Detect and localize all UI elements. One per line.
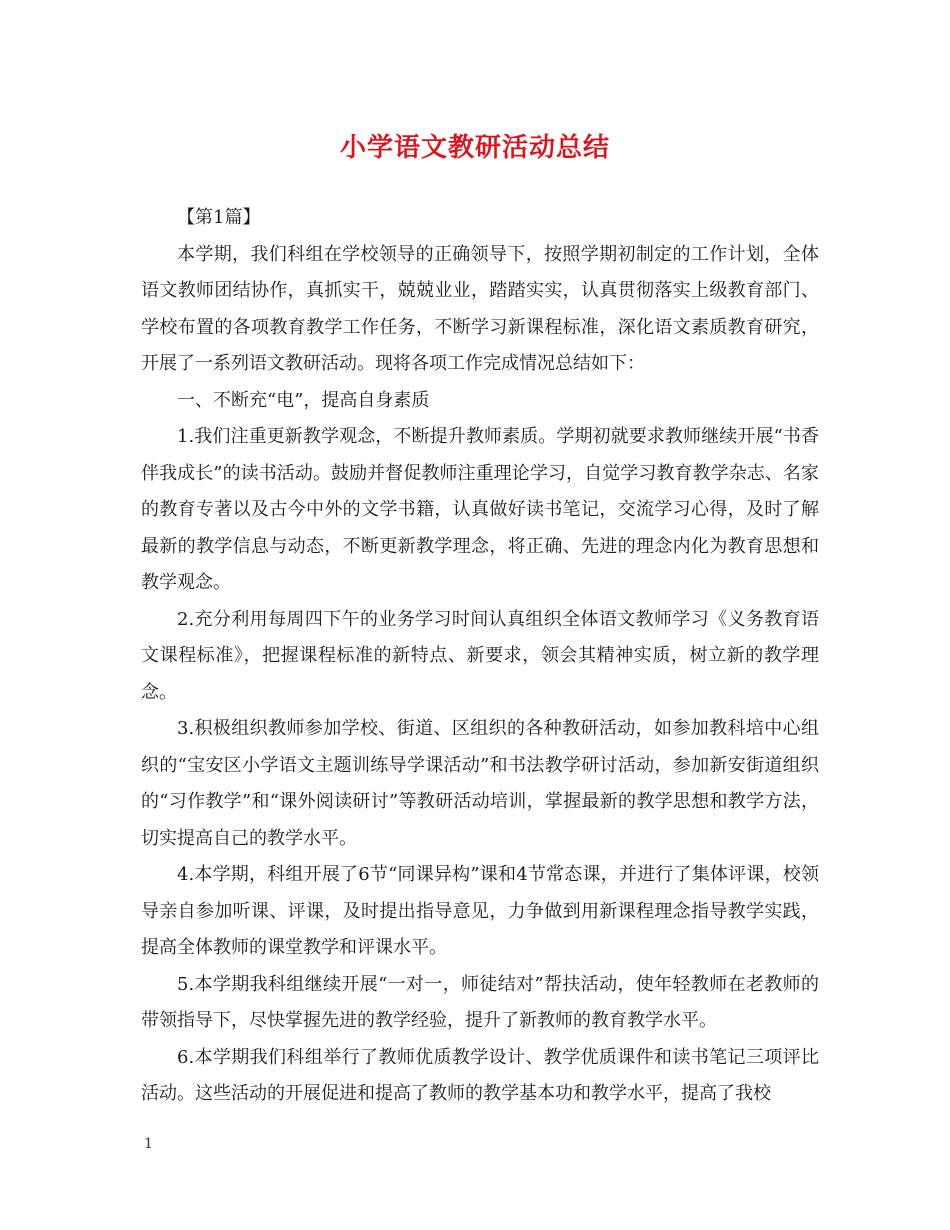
list-item: 1.我们注重更新教学观念，不断提升教师素质。学期初就要求教师继续开展“书香伴我成长”的读书活动。鼓励并督促教师注重理论学习，自觉学习教育教学杂志、名家的教育专著以及古今中外的文学书籍，认真做好读书笔记，交流学习心得，及时了解最新的教学信息与动态，不断更新教学理念，将正确、先进的理念内化为教育思想和教学观念。 bbox=[141, 426, 819, 593]
document-body bbox=[141, 200, 819, 1113]
section-heading: 一、不断充“电”，提高自身素质 bbox=[177, 389, 430, 411]
list-item: 6.本学期我们科组举行了教师优质教学设计、教学优质课件和读书笔记三项评比活动。这些活动的开展促进和提高了教师的教学基本功和教学水平，提高了我校 bbox=[141, 1046, 819, 1104]
list-item: 4.本学期，科组开展了6节“同课异构”课和4节常态课，并进行了集体评课，校领导亲自参加听课、评课，及时提出指导意见，力争做到用新课程理念指导教学实践，提高全体教师的课堂教学和评课水平。 bbox=[141, 864, 819, 958]
section-label: 【第1篇】 bbox=[177, 207, 261, 228]
list-item: 3.积极组织教师参加学校、街道、区组织的各种教研活动，如参加教科培中心组织的“宝安区小学语文主题训练导学课活动”和书法教学研讨活动，参加新安街道组织的“习作教学”和“课外阅读研讨”等教研活动培训，掌握最新的教学思想和教学方法，切实提高自己的教学水平。 bbox=[141, 718, 819, 849]
intro-paragraph: 本学期，我们科组在学校领导的正确领导下，按照学期初制定的工作计划，全体语文教师团结协作，真抓实干，兢兢业业，踏踏实实，认真贯彻落实上级教育部门、学校布置的各项教育教学工作任务，不断学习新课程标准，深化语文素质教育研究，开展了一系列语文教研活动。现将各项工作完成情况总结如下： bbox=[141, 243, 819, 374]
page-number: 1 bbox=[144, 1136, 153, 1152]
list-item: 5.本学期我科组继续开展“一对一，师徒结对”帮扶活动，使年轻教师在老教师的带领指导下，尽快掌握先进的教学经验，提升了新教师的教育教学水平。 bbox=[141, 973, 819, 1031]
list-item: 2.充分利用每周四下午的业务学习时间认真组织全体语文教师学习《义务教育语文课程标准》，把握课程标准的新特点、新要求，领会其精神实质，树立新的教学理念。 bbox=[141, 608, 819, 703]
document-title: 小学语文教研活动总结 bbox=[339, 133, 610, 163]
